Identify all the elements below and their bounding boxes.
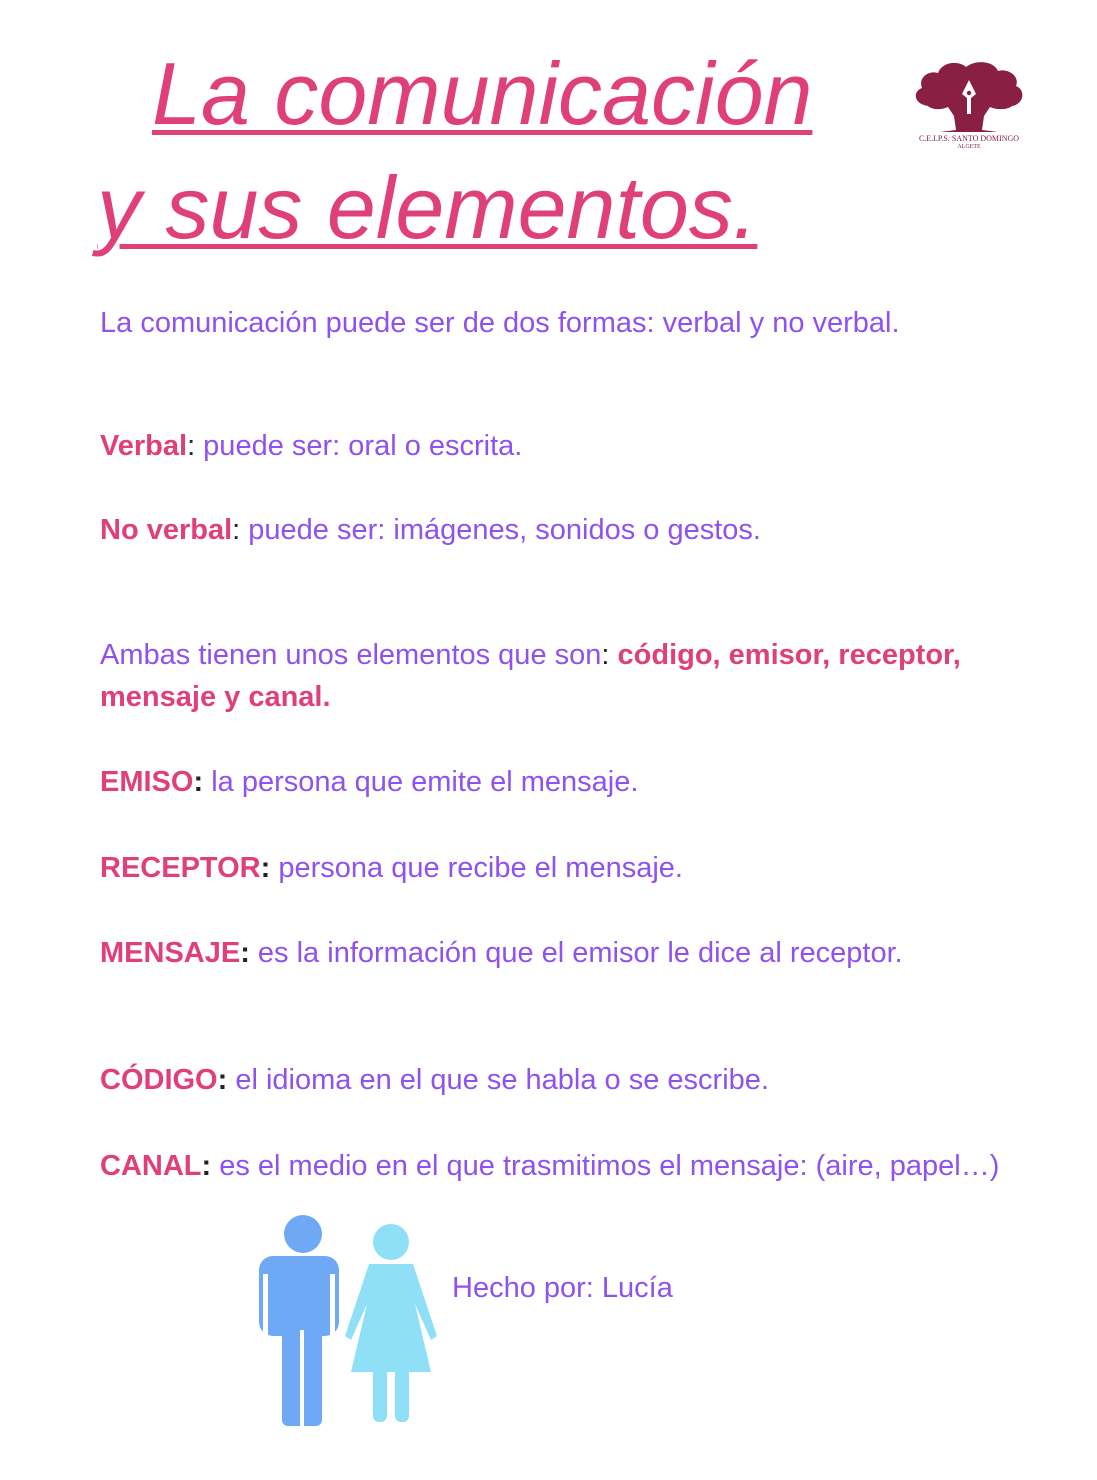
elements-list: código, emisor, receptor, mensaje y canal. [100, 639, 961, 713]
tree-with-pen-nib-icon [910, 58, 1028, 134]
page-title-line-2: y sus elementos. [97, 158, 758, 257]
definition-colon: : [187, 430, 196, 462]
definition-colon: : [260, 852, 271, 884]
definition-text: puede ser: imágenes, sonidos o gestos. [240, 514, 761, 546]
school-name: C.E.I.P.S. SANTO DOMINGO [918, 134, 1020, 143]
canal-definition [100, 1145, 1020, 1187]
definition-colon: : [217, 1064, 228, 1096]
elements-intro-text: Ambas tienen unos elementos que son [100, 639, 602, 671]
definition-text: el idioma en el que se habla o se escribe. [227, 1064, 769, 1096]
definition-term: CANAL [100, 1150, 202, 1182]
school-logo [910, 58, 1028, 156]
definition-term: RECEPTOR [100, 852, 261, 884]
intro-paragraph: La comunicación puede ser de dos formas: verbal y no verbal. [100, 307, 900, 339]
definition-colon: : [601, 639, 610, 671]
definition-colon: : [201, 1150, 212, 1182]
definition-colon: : [232, 514, 241, 546]
receptor-definition [100, 847, 1020, 889]
woman-icon [345, 1224, 437, 1422]
definition-term: No verbal [100, 514, 233, 546]
definition-text: es la información que el emisor le dice al receptor. [249, 937, 903, 969]
mensaje-definition [100, 932, 1020, 974]
definition-term: MENSAJE [100, 937, 241, 969]
man-icon [259, 1215, 339, 1426]
definition-colon: : [240, 937, 250, 969]
definition-text: la persona que emite el mensaje. [203, 766, 639, 798]
people-illustration [255, 1212, 440, 1432]
author-credit: Hecho por: Lucía [452, 1272, 673, 1304]
school-location: ALGETE [957, 144, 981, 150]
definition-term: CÓDIGO [100, 1064, 218, 1096]
definition-text: puede ser: oral o escrita. [195, 430, 523, 462]
elements-paragraph [100, 634, 1020, 718]
page-title-line-1: La comunicación [152, 44, 813, 143]
definition-term: EMISO [100, 766, 194, 798]
definition-text: persona que recibe el mensaje. [270, 852, 683, 884]
definition-term: Verbal [100, 430, 188, 462]
definition-text: es el medio en el que trasmitimos el mensaje: (aire, papel…) [211, 1150, 1000, 1182]
emisor-definition [100, 761, 1020, 803]
codigo-definition [100, 1059, 1020, 1101]
verbal-definition [100, 425, 1020, 467]
no-verbal-definition [100, 509, 1020, 551]
definition-colon: : [193, 766, 204, 798]
